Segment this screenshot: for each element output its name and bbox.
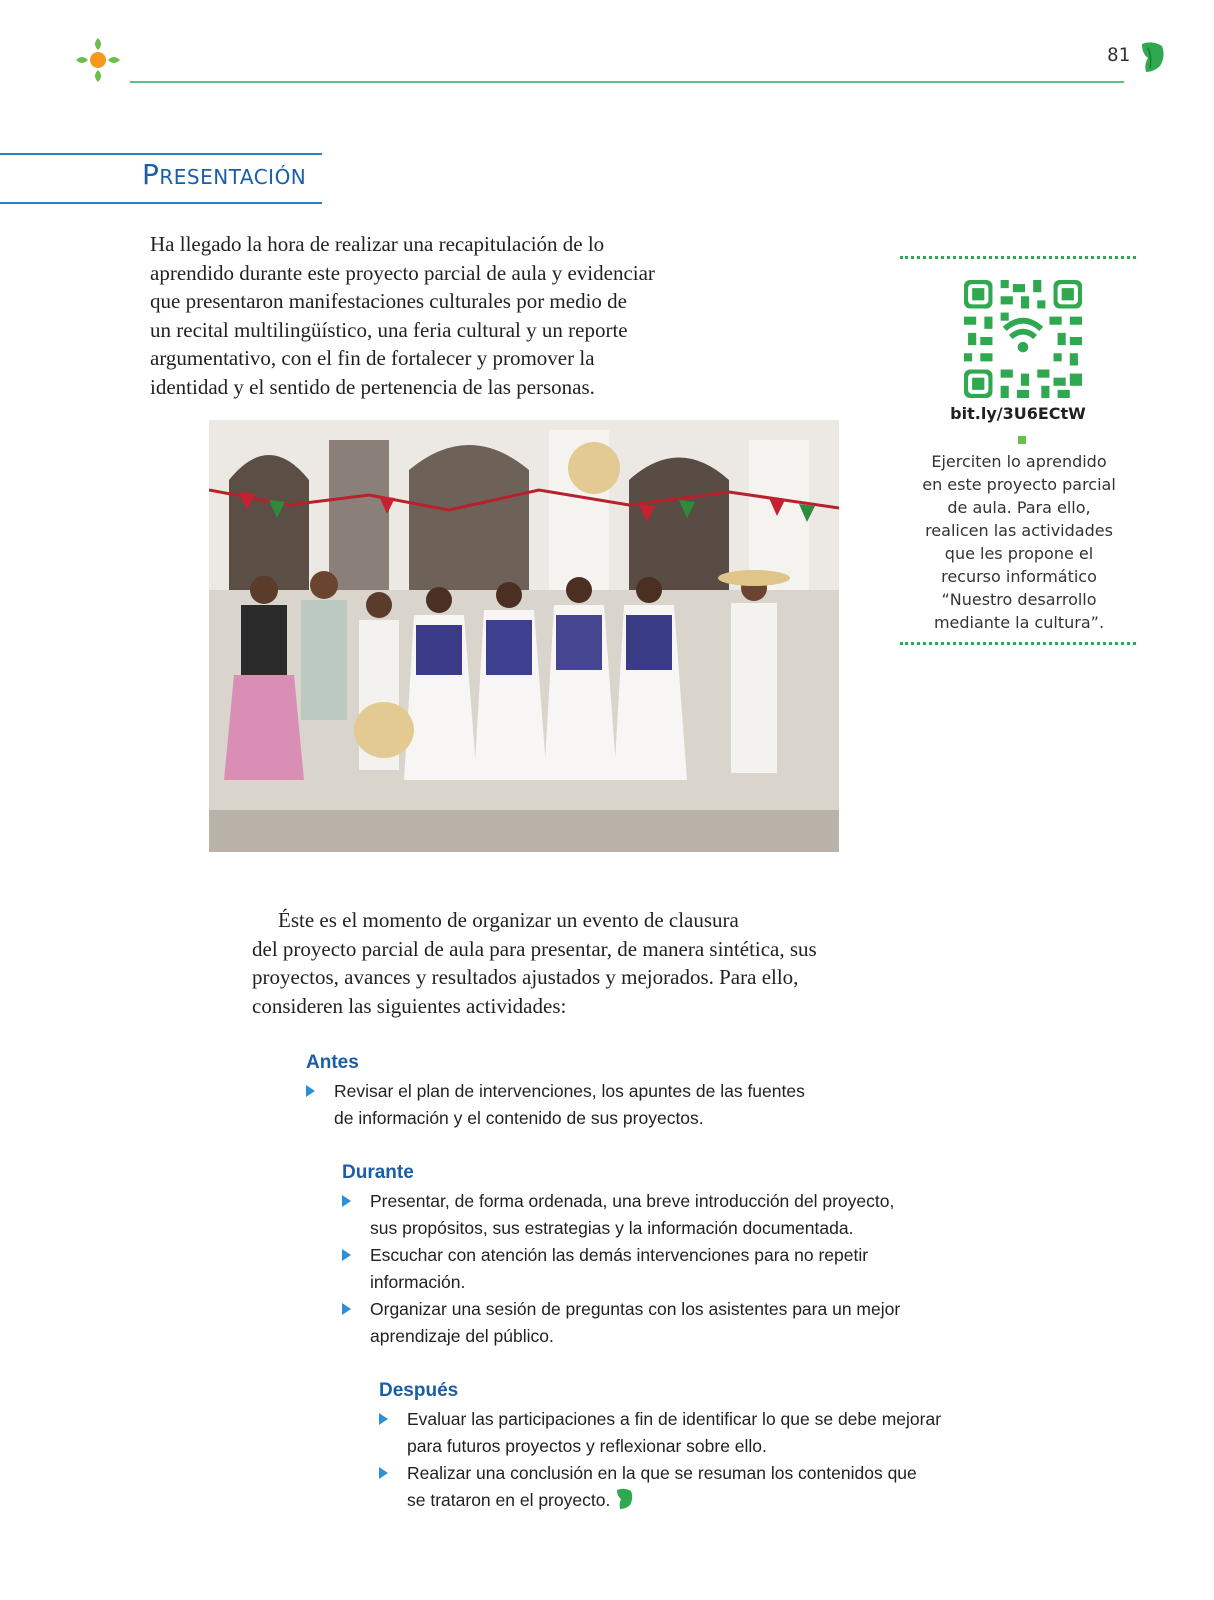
list-item <box>342 1242 868 1296</box>
list-item-line: Evaluar las participaciones a fin de identificar lo que se debe mejorar <box>407 1409 942 1429</box>
sidebar-line: de aula. Para ello, <box>947 498 1091 517</box>
paragraph-line: del proyecto parcial de aula para presentar, de manera sintética, sus <box>252 936 817 961</box>
sidebar-line: recurso informático <box>941 567 1097 586</box>
list-item-line: Escuchar con atención las demás intervenciones para no repetir <box>370 1245 869 1265</box>
intro-paragraph <box>150 230 725 401</box>
qr-url[interactable]: bit.ly/3U6ECtW <box>950 404 1086 423</box>
sidebar-line: “Nuestro desarrollo <box>941 590 1097 609</box>
list-item-line: Presentar, de forma ordenada, una breve introducción del proyecto, <box>370 1191 895 1211</box>
list-item-line-wrap <box>407 1487 917 1514</box>
list-item-line: para futuros proyectos y reflexionar sobre ello. <box>407 1436 767 1456</box>
list-item-line: aprendizaje del público. <box>370 1326 554 1346</box>
triangle-bullet-icon <box>342 1249 351 1261</box>
list-item <box>379 1460 917 1514</box>
intro-line: argumentativo, con el fin de fortalecer y promover la <box>150 346 595 370</box>
list-item <box>379 1406 941 1460</box>
qr-code-icon[interactable] <box>964 280 1082 398</box>
intro-line: que presentaron manifestaciones culturales por medio de <box>150 289 627 313</box>
sidebar-bottom-rule <box>900 642 1136 645</box>
list-item-line: se trataron en el proyecto. <box>407 1490 611 1510</box>
sidebar-line: en este proyecto parcial <box>922 475 1116 494</box>
sidebar-line: Ejerciten lo aprendido <box>931 452 1107 471</box>
durante-heading: Durante <box>342 1162 414 1183</box>
activities-intro-paragraph <box>252 906 892 1020</box>
triangle-bullet-icon <box>342 1303 351 1315</box>
list-item <box>306 1078 805 1132</box>
list-item-line: Realizar una conclusión en la que se resuman los contenidos que <box>407 1463 917 1483</box>
intro-line: un recital multilingüístico, una feria cultural y un reporte <box>150 317 628 342</box>
page-number: 81 <box>1107 44 1130 66</box>
flower-logo-icon <box>72 34 124 86</box>
list-item <box>342 1188 894 1242</box>
sidebar-line: que les propone el <box>944 544 1094 563</box>
green-leaf-icon <box>1138 40 1166 74</box>
list-item <box>342 1296 900 1350</box>
intro-line: identidad y el sentido de pertenencia de las personas. <box>150 374 595 399</box>
intro-line: Ha llegado la hora de realizar una recapitulación de lo <box>150 232 605 256</box>
list-item-line: sus propósitos, sus estrategias y la información documentada. <box>370 1218 854 1238</box>
despues-heading: Después <box>379 1380 459 1401</box>
intro-line: aprendido durante este proyecto parcial de aula y evidenciar <box>150 260 655 285</box>
triangle-bullet-icon <box>342 1195 351 1207</box>
triangle-bullet-icon <box>306 1085 315 1097</box>
antes-heading: Antes <box>306 1052 359 1073</box>
separator-dot <box>1018 436 1026 444</box>
paragraph-line-text: Éste es el momento de organizar un evento de clausura <box>278 908 739 932</box>
section-title: Presentación <box>142 158 307 191</box>
sidebar-top-rule <box>900 256 1136 259</box>
header-rule <box>130 81 1124 83</box>
sidebar-line: realicen las actividades <box>925 521 1113 540</box>
list-item-line: Organizar una sesión de preguntas con los asistentes para un mejor <box>370 1299 901 1319</box>
group-photo <box>209 420 839 852</box>
sidebar-text <box>905 450 1133 634</box>
list-item-line: de información y el contenido de sus proyectos. <box>334 1108 704 1128</box>
paragraph-line: consideren las siguientes actividades: <box>252 993 567 1018</box>
paragraph-line <box>252 906 892 935</box>
paragraph-line: proyectos, avances y resultados ajustados y mejorados. Para ello, <box>252 965 799 989</box>
list-item-line: Revisar el plan de intervenciones, los apuntes de las fuentes <box>334 1081 805 1101</box>
photo-illustration <box>209 420 839 852</box>
green-leaf-icon <box>614 1487 634 1511</box>
triangle-bullet-icon <box>379 1413 388 1425</box>
sidebar-line: mediante la cultura”. <box>933 613 1105 632</box>
triangle-bullet-icon <box>379 1467 388 1479</box>
list-item-line: información. <box>370 1272 466 1292</box>
